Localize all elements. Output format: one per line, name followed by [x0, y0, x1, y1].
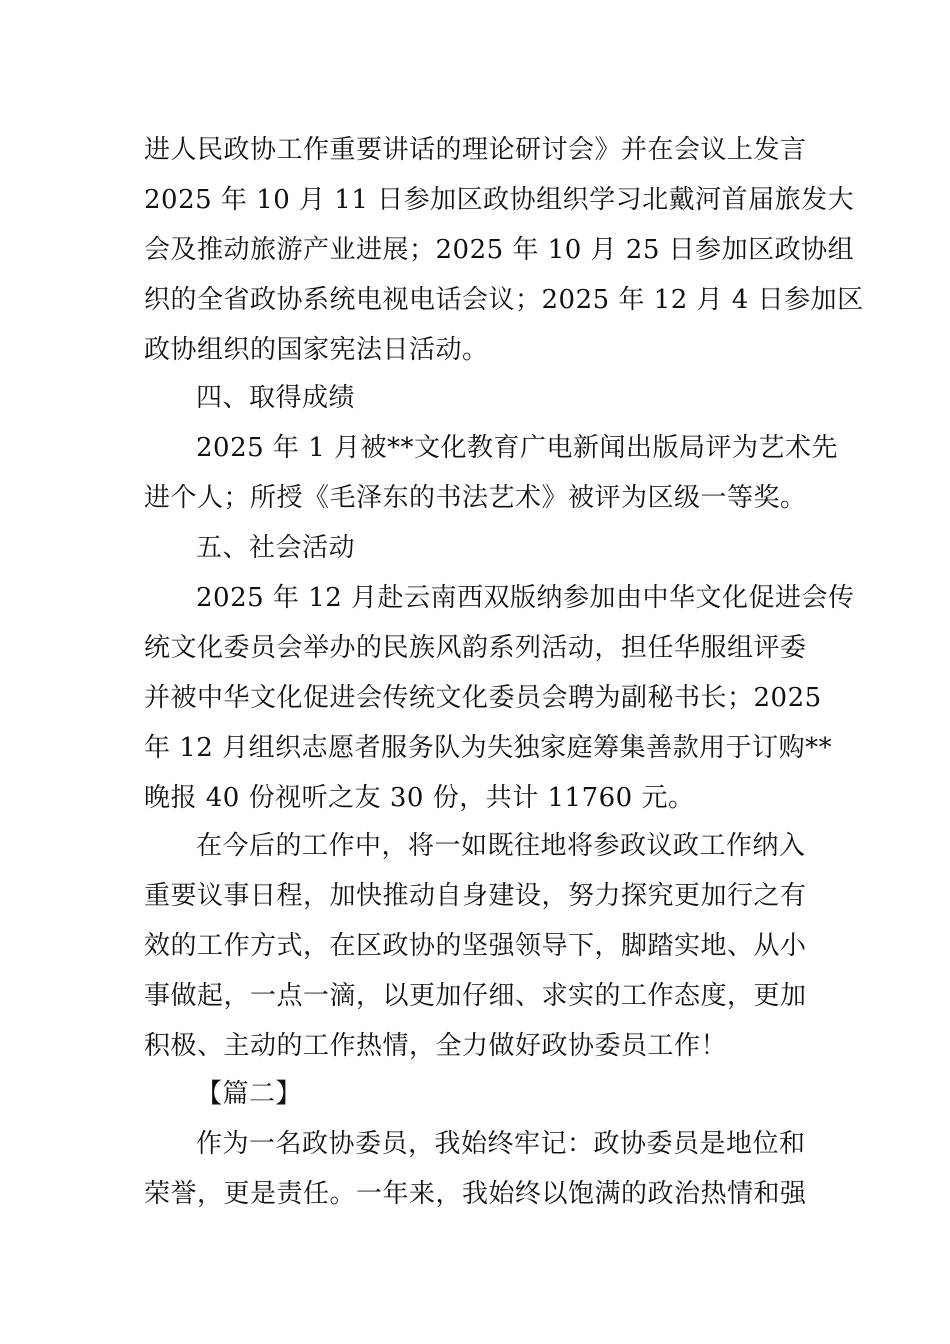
- text-line: 在今后的工作中，将一如既往地将参政议政工作纳入: [196, 831, 806, 861]
- text-line: 重要议事日程，加快推动自身建设，努力探究更加行之有: [144, 881, 807, 911]
- text-line: 作为一名政协委员，我始终牢记：政协委员是地位和: [196, 1129, 806, 1159]
- text-line: 荣誉，更是责任。一年来，我始终以饱满的政治热情和强: [144, 1179, 807, 1209]
- text-line: 积极、主动的工作热情，全力做好政协委员工作！: [144, 1031, 728, 1061]
- text-line: 效的工作方式，在区政协的坚强领导下，脚踏实地、从小: [144, 931, 807, 961]
- text-line: 并被中华文化促进会传统文化委员会聘为副秘书长；2025: [144, 683, 822, 713]
- text-line: 2025 年 10 月 11 日参加区政协组织学习北戴河首届旅发大: [144, 185, 855, 215]
- text-line: 2025 年 12 月赴云南西双版纳参加由中华文化促进会传: [196, 583, 855, 613]
- section-heading: 四、取得成绩: [196, 383, 356, 413]
- text-line: 2025 年 1 月被**文化教育广电新闻出版局评为艺术先: [196, 433, 839, 463]
- text-line: 织的全省政协系统电视电话会议；2025 年 12 月 4 日参加区: [144, 285, 864, 315]
- text-line: 晚报 40 份视听之友 30 份，共计 11760 元。: [144, 783, 695, 813]
- text-line: 事做起，一点一滴，以更加仔细、求实的工作态度，更加: [144, 981, 807, 1011]
- text-line: 年 12 月组织志愿者服务队为失独家庭筹集善款用于订购**: [144, 733, 833, 763]
- text-line: 会及推动旅游产业进展；2025 年 10 月 25 日参加区政协组: [144, 235, 855, 265]
- section-heading: 五、社会活动: [196, 533, 356, 563]
- text-line: 政协组织的国家宪法日活动。: [144, 335, 489, 365]
- text-line: 统文化委员会举办的民族风韵系列活动，担任华服组评委: [144, 633, 807, 663]
- text-line: 进个人；所授《毛泽东的书法艺术》被评为区级一等奖。: [144, 483, 807, 513]
- section-heading: 【篇二】: [196, 1079, 303, 1109]
- text-line: 进人民政协工作重要讲话的理论研讨会》并在会议上发言: [144, 135, 807, 165]
